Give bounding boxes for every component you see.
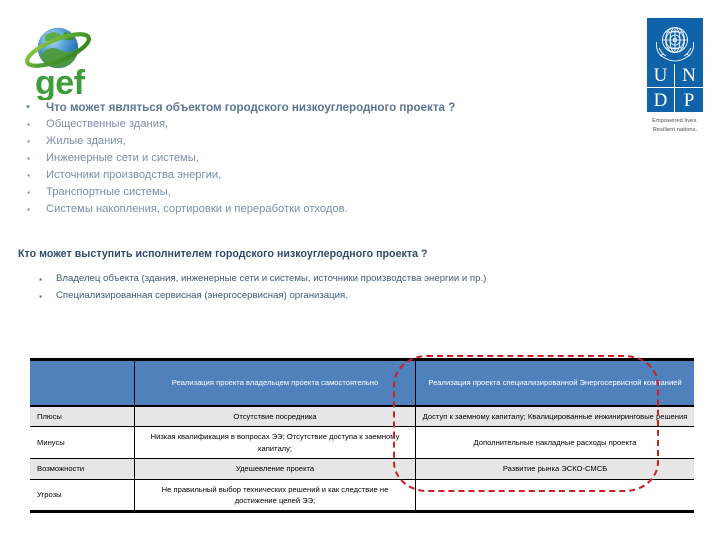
table-row: [30, 427, 694, 459]
undp-letter-u: U: [647, 64, 675, 88]
bullet-list-project-objects: [0, 100, 560, 219]
bullet-list-executors: [20, 272, 560, 306]
list-item: [20, 272, 560, 287]
table-row: [30, 479, 694, 512]
un-emblem-icon: [647, 18, 703, 64]
bullet-text: Транспортные системы,: [46, 186, 171, 198]
bullet-text: Источники производства энергии,: [46, 169, 222, 181]
bullet-text: Специализированная сервисная (энергосервисная) организация.: [56, 290, 348, 301]
row-label-cons: Минусы: [30, 427, 135, 459]
table-row: [30, 406, 694, 427]
bullet-lead-text: Что может являться объектом городского низкоуглеродного проекта ?: [46, 101, 456, 114]
list-item: [20, 289, 560, 304]
bullet-square-icon: ▪: [27, 188, 30, 197]
undp-letter-d: D: [647, 88, 675, 112]
undp-tagline-line2: Resilient nations.: [652, 126, 698, 133]
list-item: [0, 151, 560, 166]
bullet-dot-icon: •: [26, 101, 30, 113]
gef-wordmark: gef: [35, 64, 85, 100]
list-item: [0, 202, 560, 217]
bullet-text: Системы накопления, сортировки и переработки отходов.: [46, 203, 348, 215]
cell-esco-threats: [416, 479, 695, 512]
row-label-pros: Плюсы: [30, 406, 135, 427]
undp-letter-p: P: [683, 89, 695, 111]
undp-letter-grid: [647, 64, 703, 112]
cell-esco-pros: Доступ к заемному капиталу; Квалицированные инжиниринговые решения: [416, 406, 695, 427]
bullet-square-icon: ▪: [27, 171, 30, 180]
bullet-square-icon: ▪: [27, 205, 30, 214]
list-item: [0, 134, 560, 149]
cell-esco-cons: Дополнительные накладные расходы проекта: [416, 427, 695, 459]
bullet-text: Инженерные сети и системы,: [46, 152, 199, 164]
cell-owner-threats: Не правильный выбор технических решений и как следствие не достижение целей ЭЭ;: [135, 479, 416, 512]
bullet-text: Общественные здания,: [46, 118, 169, 130]
list-item: [0, 185, 560, 200]
table-header-owner: Реализация проекта владельцем проекта самостоятельно: [135, 360, 416, 407]
list-item: [0, 168, 560, 183]
cell-owner-cons: Низкая квалификация в вопросах ЭЭ; Отсутствие доступа к заемному капиталу;: [135, 427, 416, 459]
list-item: [0, 100, 560, 115]
bullet-square-icon: ▪: [39, 292, 42, 301]
swot-comparison-table: [30, 358, 694, 513]
cell-esco-opportunities: Развитие рынка ЭСКО-СМСБ: [416, 459, 695, 479]
row-label-threats: Угрозы: [30, 479, 135, 512]
list-item: [0, 117, 560, 132]
cell-owner-opportunities: Удешевление проекта: [135, 459, 416, 479]
bullet-square-icon: ▪: [27, 120, 30, 129]
gef-logo-graphic: [18, 20, 110, 100]
gef-logo: [18, 20, 110, 100]
section-heading-executor: Кто может выступить исполнителем городского низкоуглеродного проекта ?: [18, 248, 428, 260]
undp-tagline-line1: Empowered lives.: [652, 118, 698, 124]
bullet-square-icon: ▪: [27, 154, 30, 163]
undp-logo: [645, 18, 705, 148]
cell-owner-pros: Отсутствие посредника: [135, 406, 416, 427]
table-row: [30, 459, 694, 479]
table-header-empty: [30, 360, 135, 407]
undp-mark: [647, 18, 703, 112]
bullet-square-icon: ▪: [39, 275, 42, 284]
swot-comparison-table-wrap: [30, 358, 688, 513]
bullet-square-icon: ▪: [27, 137, 30, 146]
table-header-row: [30, 360, 694, 407]
bullet-text: Жилые здания,: [46, 135, 126, 147]
bullet-text: Владелец объекта (здания, инженерные сети и системы, источники производства энергии и пр.): [56, 273, 487, 284]
table-header-esco: Реализация проекта специализированной Энергосервисной компанией: [416, 360, 695, 407]
undp-tagline: [645, 117, 705, 134]
row-label-opportunities: Возможности: [30, 459, 135, 479]
undp-letter-n: N: [675, 64, 703, 88]
